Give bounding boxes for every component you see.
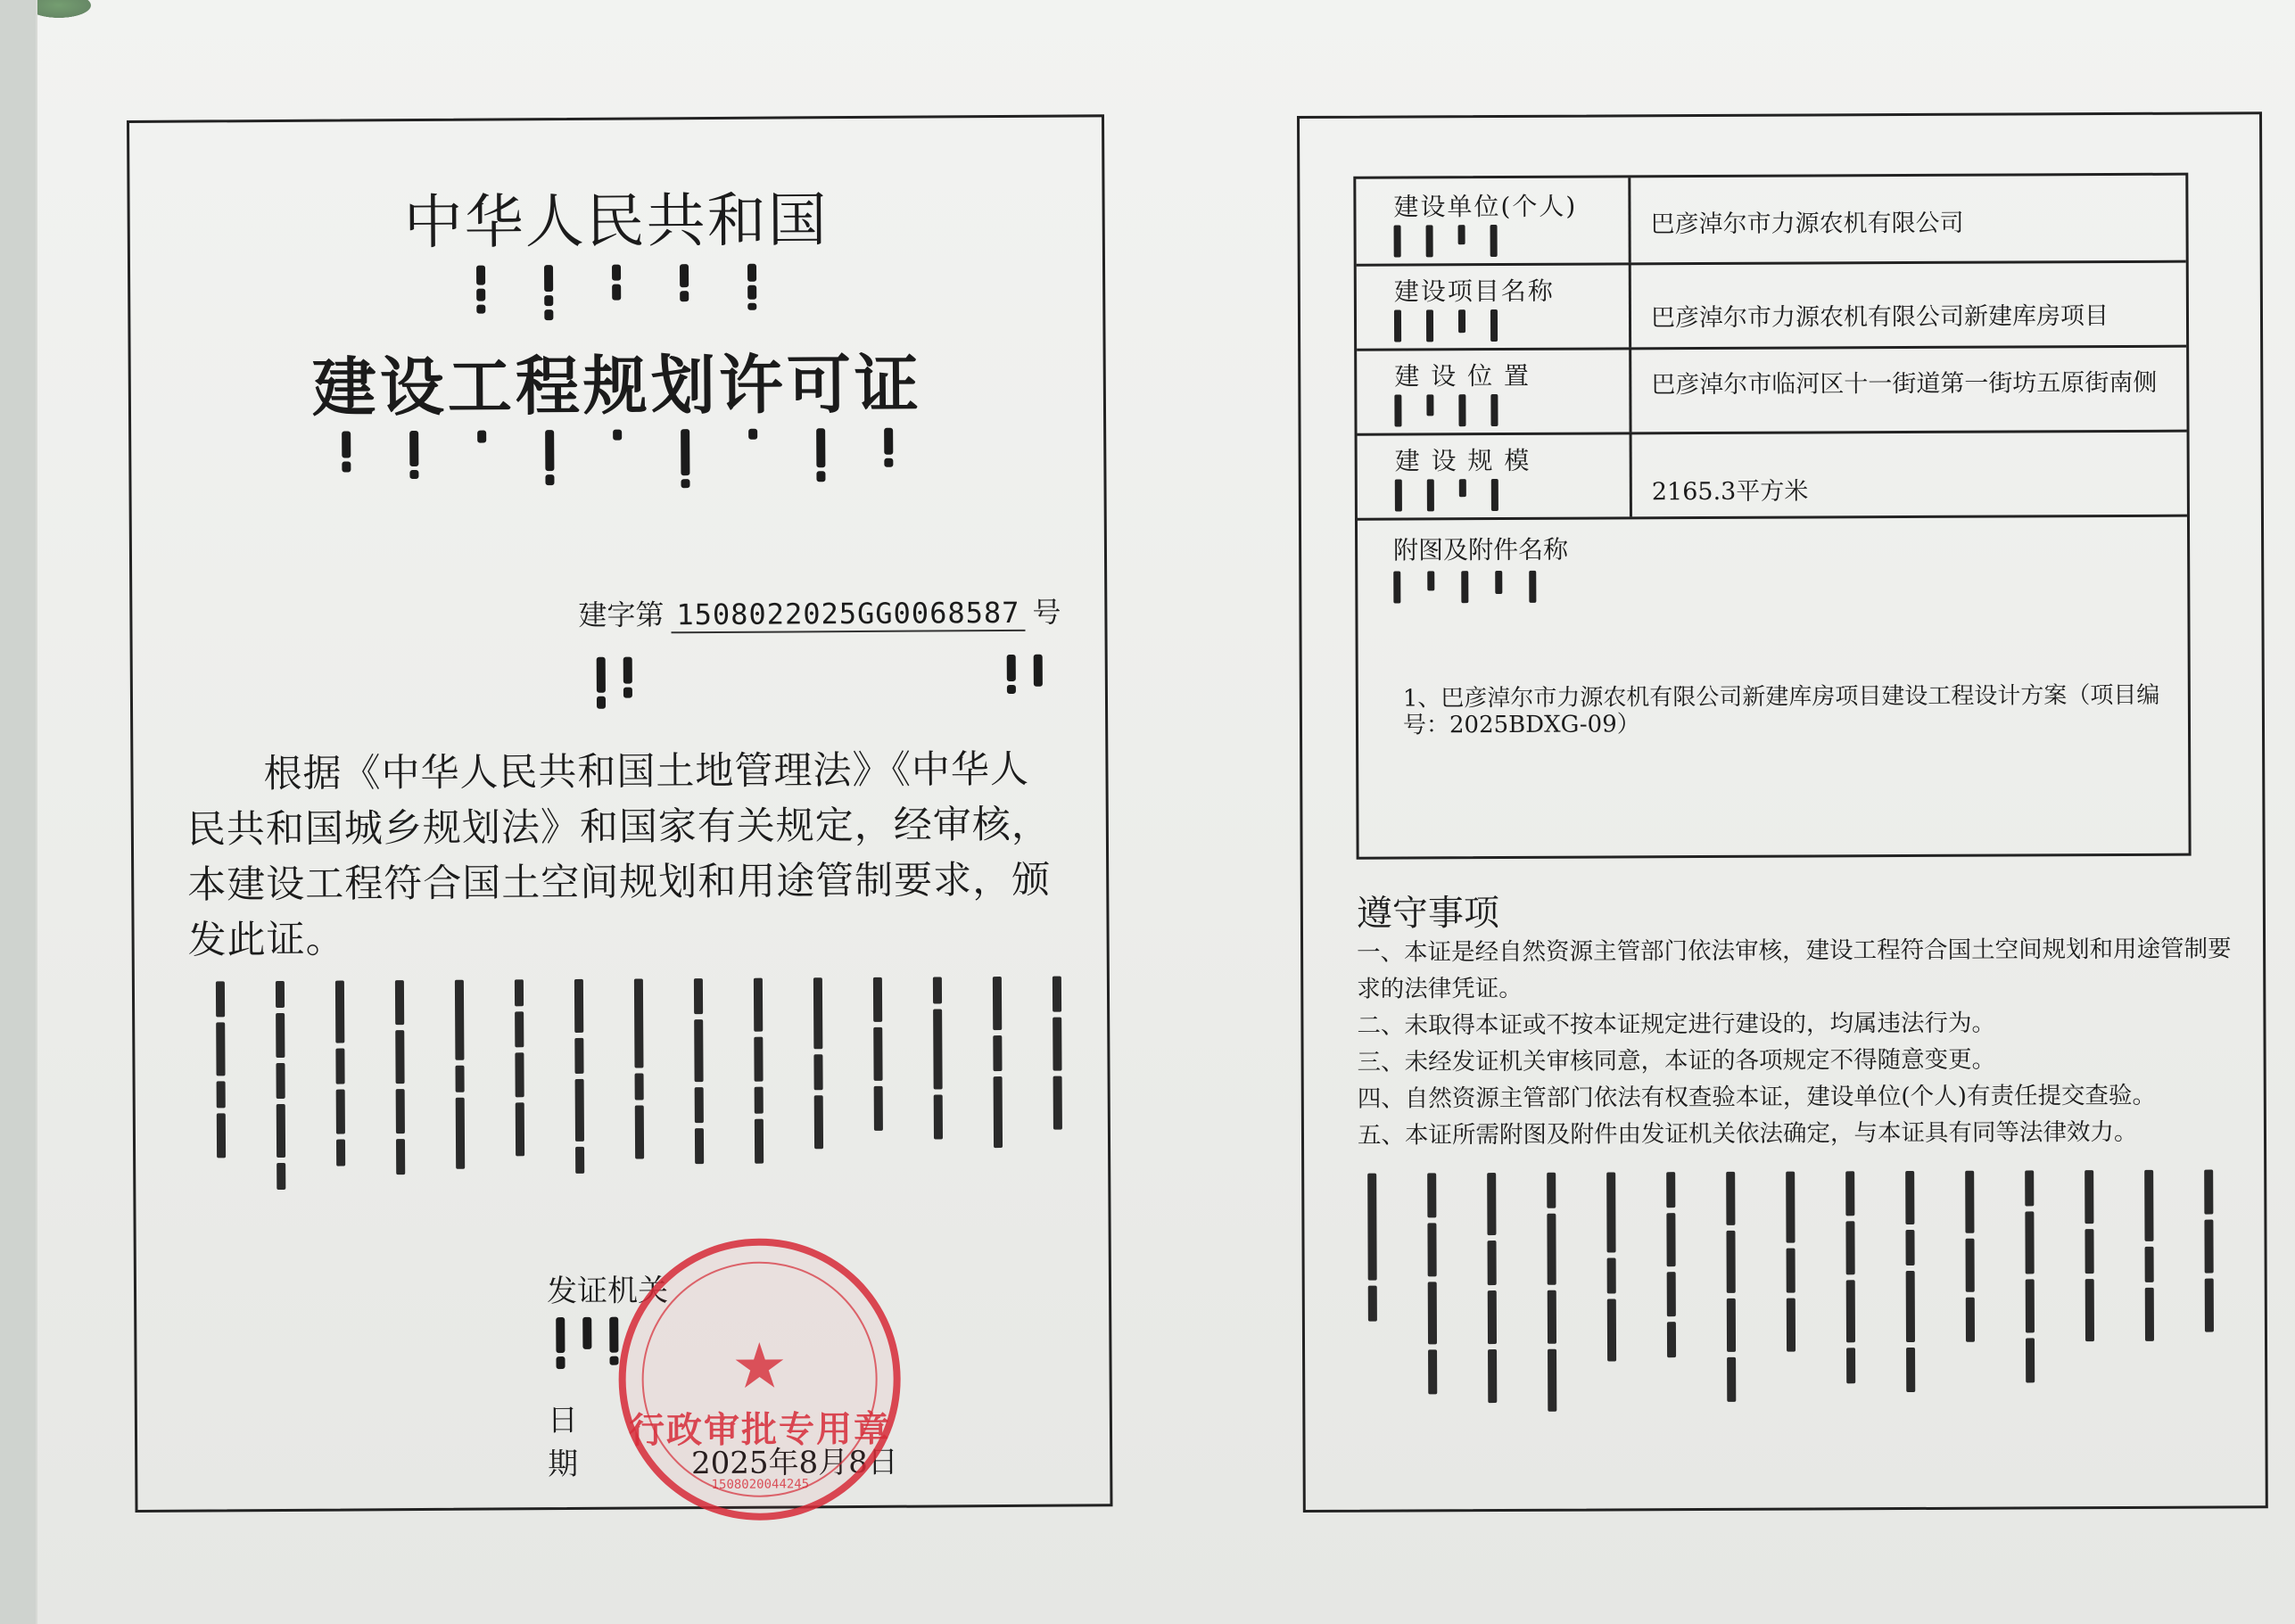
field-row-project-name (1357, 260, 2186, 351)
mongolian-legal-basis-text (215, 974, 1064, 1274)
notice-item: 二、未取得本证或不按本证规定进行建设的，均属违法行为。 (1357, 1009, 1996, 1040)
field-row-builder (1356, 176, 2185, 267)
mongolian-field-label (1394, 309, 1498, 342)
right-certificate-page (1297, 111, 2268, 1513)
field-value: 巴彦淖尔市临河区十一街道第一街坊五原街南侧 (1651, 368, 2158, 400)
field-row-scale (1358, 430, 2187, 521)
notice-item: 三、未经发证机关审核同意，本证的各项规定不得随意变更。 (1357, 1045, 1996, 1076)
issue-date-value: 2025年8月8日 (690, 1444, 898, 1482)
mongolian-certificate-title (131, 425, 1103, 493)
field-value: 巴彦淖尔市力源农机有限公司 (1650, 209, 1964, 239)
field-label: 建 设 规 模 (1394, 445, 1531, 476)
mongolian-field-label (1394, 394, 1498, 427)
project-info-table (1353, 173, 2191, 860)
issue-date-label: 日期 (547, 1402, 632, 1483)
notice-list (1357, 930, 2241, 1153)
notice-item: 五、本证所需附图及附件由发证机关依法确定，与本证具有同等法律效力。 (1357, 1117, 2138, 1150)
attachment-item: 1、巴彦淖尔市力源农机有限公司新建库房项目建设工程设计方案（项目编号：2025BDXG-09） (1402, 681, 2160, 739)
mongolian-country-name (130, 260, 1102, 325)
notice-item: 一、本证是经自然资源主管部门依法审核，建设工程符合国土空间规划和用途管制要求的法律凭证。 (1357, 935, 2232, 1003)
issuing-authority-label: 发证机关 (546, 1273, 669, 1310)
field-label: 建设单位(个人) (1393, 191, 1578, 222)
mongolian-notice-text (1366, 1167, 2215, 1474)
mongolian-attachments-label (1393, 571, 1536, 604)
leaf-corner-decoration (37, 0, 91, 18)
left-certificate-page (127, 114, 1113, 1513)
seal-star-icon: ★ (731, 1329, 788, 1403)
notice-item: 四、自然资源主管部门依法有权查验本证，建设单位(个人)有责任提交查验。 (1357, 1081, 2157, 1113)
certificate-number-value: 1508022025GG0068587 (671, 596, 1025, 633)
certificate-number (578, 590, 1061, 634)
mongolian-number-suffix (1007, 653, 1043, 696)
mongolian-issuer-label (556, 1315, 618, 1371)
official-red-seal (618, 1238, 902, 1521)
field-row-location (1357, 345, 2186, 436)
document-sheet (36, 0, 2295, 1624)
field-label: 建设项目名称 (1393, 276, 1555, 307)
seal-text: 行政审批专用章 (628, 1407, 892, 1452)
mongolian-number-label (597, 655, 632, 711)
mongolian-field-label (1394, 225, 1498, 258)
field-value: 2165.3平方米 (1651, 477, 1809, 507)
country-name: 中华人民共和国 (403, 185, 829, 258)
field-value: 巴彦淖尔市力源农机有限公司新建库房项目 (1650, 302, 2109, 333)
certificate-number-suffix: 号 (1032, 595, 1061, 630)
legal-basis-text: 根据《中华人民共和国土地管理法》《中华人民共和国城乡规划法》和国家有关规定，经审核，本建设工程符合国土空间规划和用途管制要求，颁发此证。 (186, 746, 1052, 963)
mongolian-field-label (1395, 479, 1498, 512)
field-label: 建 设 位 置 (1394, 360, 1531, 392)
notice-title: 遵守事项 (1356, 893, 1500, 935)
certificate-title: 建设工程规划许可证 (311, 345, 923, 425)
seal-number: 1508020044245 (711, 1477, 810, 1493)
certificate-number-prefix: 建字第 (578, 598, 665, 632)
attachments-label: 附图及附件名称 (1393, 534, 1569, 565)
